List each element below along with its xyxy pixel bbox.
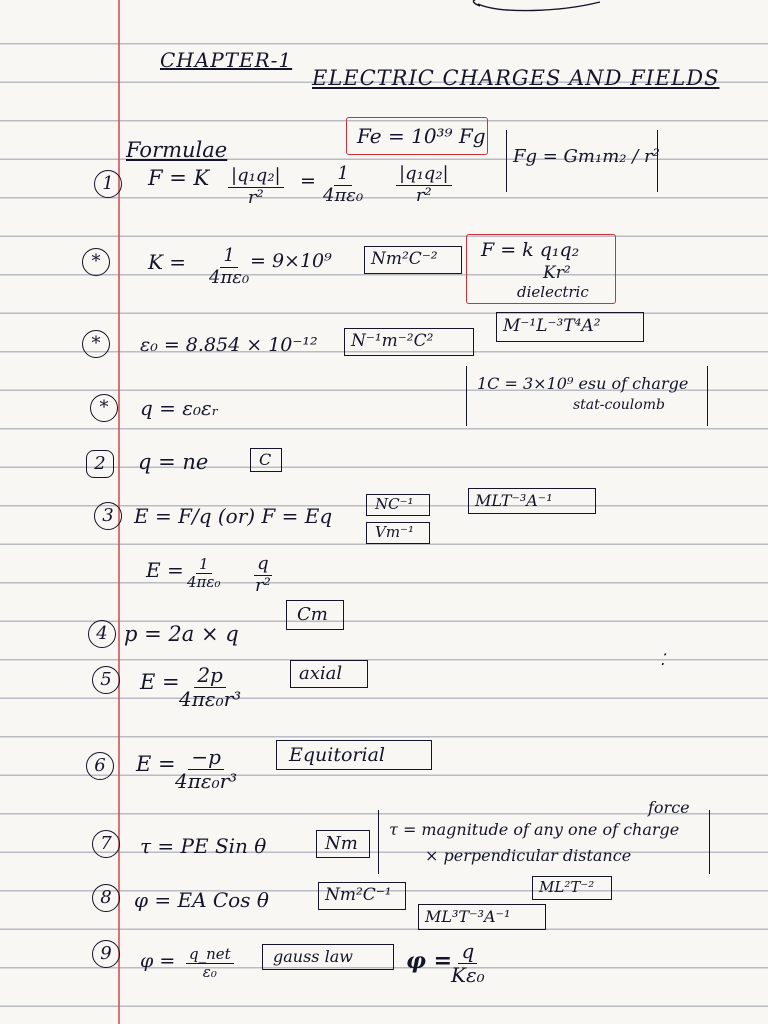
permittivity-dimension: M⁻¹L⁻³T⁴A² <box>503 316 601 336</box>
flux-unit-bracket <box>318 882 406 910</box>
charge-unit: C <box>259 450 272 469</box>
equatorial-label: Equitorial <box>289 744 385 766</box>
field-dimension: MLT⁻³A⁻¹ <box>475 491 553 510</box>
formula-number: 5 <box>92 666 120 694</box>
formula-number: 8 <box>92 884 120 912</box>
force-note: force <box>648 798 690 817</box>
permittivity-unit: N⁻¹m⁻²C² <box>351 331 434 351</box>
coulomb-esu-bracket <box>466 366 708 426</box>
torque-explanation-bracket <box>378 810 710 874</box>
dipole-unit: Cm <box>297 604 328 625</box>
permittivity-relation: q = ε₀εᵣ <box>140 396 219 420</box>
permittivity-value: ε₀ = 8.854 × 10⁻¹² <box>140 334 318 356</box>
gauss-law-fraction: q_net ε₀ <box>186 946 234 982</box>
equatorial-field-left: E = <box>136 752 176 776</box>
dipole-unit-bracket <box>286 600 344 630</box>
dielectric-flux-fraction: $\frac{q}{\text{Kε₀}}$ <box>451 939 485 987</box>
chapter-title: CHAPTER-1 <box>160 48 293 72</box>
field-dimension-bracket <box>468 488 596 514</box>
equatorial-bracket <box>276 740 432 770</box>
dielectric-force-box <box>466 234 616 304</box>
formula-number: 3 <box>94 502 122 530</box>
flux-dimension2-bracket <box>418 904 546 930</box>
formula-number: 6 <box>86 752 114 780</box>
equatorial-field-fraction: $\frac{-p}{\text{4πε₀r³}}$ <box>175 745 238 793</box>
axial-field-fraction: $\frac{2p}{\text{4πε₀r³}}$ <box>179 663 242 711</box>
dielectric-flux-left: φ = <box>406 948 452 974</box>
gravitation-formula: Fg = Gm₁m₂ / r² <box>513 146 660 167</box>
field-definition: E = F/q (or) F = Eq <box>134 504 333 528</box>
field-unit2-bracket <box>366 522 430 544</box>
axial-bracket <box>290 660 368 688</box>
torque-formula: τ = PE Sin θ <box>140 834 267 858</box>
force-ratio-text: Fe = 10³⁹ Fg <box>357 124 486 148</box>
field-unit1: NC⁻¹ <box>375 495 414 513</box>
gravitation-bracket <box>506 130 658 192</box>
point-charge-field-left: E = <box>146 558 184 582</box>
coulomb-constant-fraction: $\frac{1}{\text{4πε₀}}$ <box>323 163 364 206</box>
formula-star: * <box>90 394 118 422</box>
flux-dimension1: ML²T⁻² <box>539 878 595 896</box>
flux-unit: Nm²C⁻¹ <box>325 885 392 905</box>
permittivity-dimension-bracket <box>496 312 644 342</box>
formula-number: 2 <box>86 450 114 478</box>
torque-explanation-line1: τ = magnitude of any one of charge <box>389 820 680 839</box>
coulomb-law-left: F = K <box>148 166 210 190</box>
flux-dimension1-bracket <box>532 876 612 900</box>
formula-star: * <box>82 330 110 358</box>
dielectric-force-den: Kr² <box>543 263 571 283</box>
coulomb-fraction: $\frac{\text{|q₁q₂|}}{\text{r²}}$ <box>228 166 284 208</box>
coulomb-esu: 1C = 3×10⁹ esu of charge <box>477 374 689 393</box>
formula-star: * <box>82 248 110 276</box>
scribble-decoration <box>0 0 768 30</box>
charge-unit-bracket <box>250 448 282 472</box>
torque-unit-bracket <box>316 830 370 858</box>
torque-explanation-line2: × perpendicular distance <box>425 846 632 865</box>
formula-number: 9 <box>92 940 120 968</box>
formula-number: 7 <box>92 830 120 858</box>
dielectric-force-num: F = k q₁q₂ <box>481 239 580 261</box>
flux-formula: φ = EA Cos θ <box>134 888 269 912</box>
chapter-subtitle: ELECTRIC CHARGES AND FIELDS <box>312 66 720 90</box>
field-unit1-bracket <box>366 494 430 516</box>
formula-number: 1 <box>94 170 122 198</box>
quantization-formula: q = ne <box>138 450 209 474</box>
flux-dimension2: ML³T⁻³A⁻¹ <box>425 907 511 926</box>
formula-number: 4 <box>88 620 116 648</box>
charge-product-fraction: $\frac{\text{|q₁q₂|}}{\text{r²}}$ <box>396 164 452 206</box>
equals-sign: = <box>300 170 316 192</box>
stray-mark: ⁚ <box>660 650 666 669</box>
gauss-law-label: gauss law <box>273 947 353 966</box>
k-unit-bracket <box>364 246 462 274</box>
gauss-law-left: φ = <box>140 950 176 972</box>
dielectric-note: dielectric <box>517 283 589 301</box>
gauss-law-bracket <box>262 944 394 970</box>
point-charge-fraction2: $\frac{q}{\text{r²}}$ <box>255 553 271 596</box>
k-definition-left: K = <box>148 250 187 274</box>
field-unit2: Vm⁻¹ <box>375 523 414 541</box>
force-ratio-box <box>346 117 488 155</box>
axial-label: axial <box>299 663 343 684</box>
torque-unit: Nm <box>325 833 358 854</box>
k-fraction: $\frac{1}{\text{4πε₀}}$ <box>209 245 250 288</box>
axial-field-left: E = <box>140 670 180 694</box>
k-value: = 9×10⁹ <box>250 250 332 272</box>
dipole-moment-formula: p = 2a × q <box>124 622 239 646</box>
stat-coulomb: stat-coulomb <box>573 397 665 413</box>
k-unit: Nm²C⁻² <box>371 249 438 269</box>
formulae-heading: Formulae <box>126 138 228 162</box>
permittivity-unit-bracket <box>344 328 474 356</box>
point-charge-fraction1: $\frac{1}{\text{4πε₀}}$ <box>187 555 221 592</box>
